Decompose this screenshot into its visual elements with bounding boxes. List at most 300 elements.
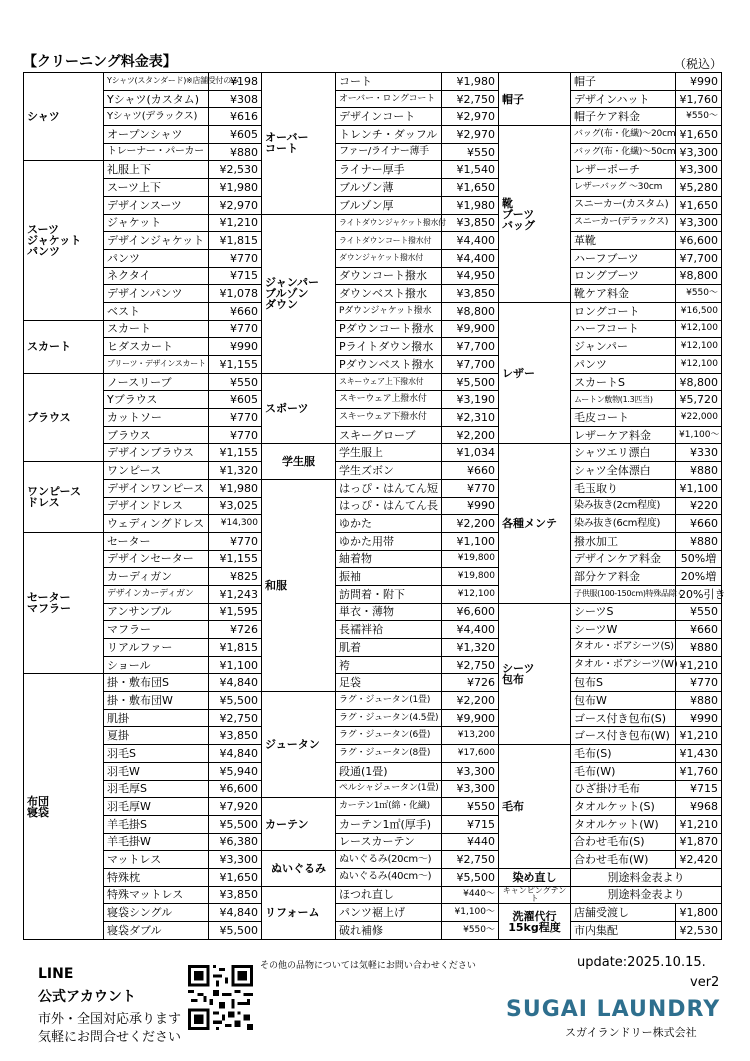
item-name: リアルファー <box>104 639 209 657</box>
item-name: セーター <box>104 532 209 550</box>
item-price: 50%増 <box>676 550 722 568</box>
price-row <box>24 373 262 391</box>
item-price: ¥1,155 <box>209 550 262 568</box>
item-price: ¥1,980 <box>442 73 499 91</box>
item-name: デザインスーツ <box>104 196 209 214</box>
item-price: ¥19,800 <box>442 568 499 586</box>
category-label: 靴 ブーツ バッグ <box>499 126 571 303</box>
item-name: カーテン1㎡(綿・化繊) <box>336 798 442 816</box>
item-price: ¥880 <box>676 692 722 710</box>
item-name: デザインドレス <box>104 497 209 515</box>
item-price: ¥880 <box>676 639 722 657</box>
item-name: ひざ掛け毛布 <box>571 780 676 798</box>
item-price: ¥4,840 <box>209 745 262 763</box>
item-price: ¥1,760 <box>676 762 722 780</box>
item-name: ファー/ライナー薄手 <box>336 143 442 161</box>
item-name: ロングコート <box>571 302 676 320</box>
item-name: レザーポーチ <box>571 161 676 179</box>
item-name: ぬいぐるみ(40cm〜) <box>336 868 442 886</box>
item-name: カーテン1㎡(厚手) <box>336 815 442 833</box>
item-price: ¥4,400 <box>442 621 499 639</box>
item-price: ¥770 <box>442 479 499 497</box>
price-row <box>499 745 722 763</box>
item-price: ¥308 <box>209 90 262 108</box>
item-name: はっぴ・はんてん短 <box>336 479 442 497</box>
item-price: 20%増 <box>676 568 722 586</box>
line-subtitle: 公式アカウント <box>38 989 136 1005</box>
item-name: ラグ・ジュータン(1畳) <box>336 692 442 710</box>
category-label: シーツ 包布 <box>499 603 571 745</box>
item-price: ¥1,650 <box>676 126 722 144</box>
item-name: デザインジャケット <box>104 232 209 250</box>
item-price: ¥770 <box>209 409 262 427</box>
item-name: スニーカー(カスタム) <box>571 196 676 214</box>
item-price: ¥2,530 <box>209 161 262 179</box>
item-price: ¥3,300 <box>442 780 499 798</box>
item-price: ¥220 <box>676 497 722 515</box>
item-price: ¥1,034 <box>442 444 499 462</box>
item-name: コート <box>336 73 442 91</box>
item-price: ¥550〜 <box>676 108 722 126</box>
item-name: オーバー・ロングコート <box>336 90 442 108</box>
price-row <box>499 126 722 144</box>
item-name: 羊毛掛S <box>104 815 209 833</box>
item-name: 店舗受渡し <box>571 904 676 922</box>
item-name: トレンチ・ダッフル <box>336 126 442 144</box>
item-name: 革靴 <box>571 232 676 250</box>
update-date: update:2025.10.15. <box>577 955 706 970</box>
line-title: LINE <box>38 966 74 982</box>
item-price: ¥660 <box>442 462 499 480</box>
item-price: ¥3,850 <box>442 285 499 303</box>
item-price: ¥3,300 <box>442 762 499 780</box>
item-price: ¥2,200 <box>442 426 499 444</box>
category-label: ジャンパー ブルゾン ダウン <box>262 214 336 373</box>
item-name: ライトダウンジャケット撥水付 <box>336 214 442 232</box>
item-name: 合わせ毛布(W) <box>571 851 676 869</box>
item-name: デザインコート <box>336 108 442 126</box>
item-name: オープンシャツ <box>104 126 209 144</box>
item-price: ¥3,850 <box>209 727 262 745</box>
item-price: ¥3,300 <box>676 161 722 179</box>
item-price: ¥7,700 <box>442 356 499 374</box>
category-label: 洗濯代行 15kg程度 <box>499 904 571 939</box>
item-name: 礼服上下 <box>104 161 209 179</box>
item-name: デザインカーディガン <box>104 585 209 603</box>
price-row <box>24 674 262 692</box>
item-price: ¥1,980 <box>209 479 262 497</box>
item-name: シャツ全体漂白 <box>571 462 676 480</box>
item-price: ¥2,420 <box>676 851 722 869</box>
item-price: ¥2,310 <box>442 409 499 427</box>
item-price: ¥9,900 <box>442 709 499 727</box>
item-name: 包布S <box>571 674 676 692</box>
item-price: ¥1,155 <box>209 444 262 462</box>
item-price: ¥5,500 <box>442 868 499 886</box>
item-price: ¥12,100 <box>442 585 499 603</box>
item-price: ¥660 <box>676 621 722 639</box>
item-price: ¥1,815 <box>209 639 262 657</box>
item-price: ¥3,300 <box>676 214 722 232</box>
item-name: 足袋 <box>336 674 442 692</box>
item-name: 羽毛W <box>104 762 209 780</box>
item-name: パンツ裾上げ <box>336 904 442 922</box>
item-price: ¥7,700 <box>676 249 722 267</box>
price-row <box>499 302 722 320</box>
item-name: タオル・ボアシーツ(S) <box>571 639 676 657</box>
qr-code-icon[interactable] <box>188 965 253 1030</box>
item-price: ¥12,100 <box>676 356 722 374</box>
item-price: ¥2,750 <box>442 656 499 674</box>
item-name: ウェディングドレス <box>104 515 209 533</box>
item-price: ¥12,100 <box>676 320 722 338</box>
item-name: ゆかた用帯 <box>336 532 442 550</box>
item-name: 学生ズボン <box>336 462 442 480</box>
category-label: 帽子 <box>499 73 571 126</box>
item-name: アンサンブル <box>104 603 209 621</box>
item-name: ペルシャジュータン(1畳) <box>336 780 442 798</box>
item-name: デザインケア料金 <box>571 550 676 568</box>
item-name: 帽子ケア料金 <box>571 108 676 126</box>
category-label: ぬいぐるみ <box>262 851 336 886</box>
item-price: ¥660 <box>209 302 262 320</box>
item-name: Pライトダウン撥水 <box>336 338 442 356</box>
item-name: 掛・敷布団W <box>104 692 209 710</box>
item-name: ダウンコート撥水 <box>336 267 442 285</box>
item-name: スキーグローブ <box>336 426 442 444</box>
item-name: ダウンジャケット撥水付 <box>336 249 442 267</box>
category-label: レザー <box>499 302 571 444</box>
item-price: ¥550〜 <box>442 922 499 940</box>
item-name: 羽毛S <box>104 745 209 763</box>
item-price: ¥1,210 <box>676 727 722 745</box>
item-name: 部分ケア料金 <box>571 568 676 586</box>
item-name: ブラウス <box>104 426 209 444</box>
item-name: 帽子 <box>571 73 676 91</box>
item-name: 毛布(S) <box>571 745 676 763</box>
item-price: ¥2,530 <box>676 922 722 940</box>
line-contact-note: 気軽にお問合せください <box>38 1030 182 1045</box>
item-name: 長襦袢袷 <box>336 621 442 639</box>
item-name: Yブラウス <box>104 391 209 409</box>
item-price: ¥1,800 <box>676 904 722 922</box>
item-name: ぬいぐるみ(20cm〜) <box>336 851 442 869</box>
item-price: ¥440 <box>442 833 499 851</box>
item-name: ショール <box>104 656 209 674</box>
item-price: ¥1,650 <box>442 179 499 197</box>
page-title: 【クリーニング料金表】 <box>23 54 177 70</box>
item-price: ¥770 <box>676 674 722 692</box>
category-label: 布団 寝袋 <box>24 674 104 939</box>
item-name: プリーツ・デザインスカート <box>104 356 209 374</box>
item-name: マットレス <box>104 851 209 869</box>
item-name: 特殊枕 <box>104 868 209 886</box>
item-name: ライナー厚手 <box>336 161 442 179</box>
item-price: ¥1,320 <box>442 639 499 657</box>
item-name: タオル・ボアシーツ(W) <box>571 656 676 674</box>
item-price: ¥1,100〜 <box>676 426 722 444</box>
item-name: デザインセーター <box>104 550 209 568</box>
price-row <box>262 798 499 816</box>
item-name: ゴース付き包布(W) <box>571 727 676 745</box>
item-name: 羊毛掛W <box>104 833 209 851</box>
item-name: 撥水加工 <box>571 532 676 550</box>
item-price: ¥550 <box>676 603 722 621</box>
item-name: 羽毛厚W <box>104 798 209 816</box>
item-name: Pダウンコート撥水 <box>336 320 442 338</box>
price-row <box>24 161 262 179</box>
item-price: ¥1,650 <box>676 196 722 214</box>
item-name: 寝袋シングル <box>104 904 209 922</box>
line-area-note: 市外・全国対応承ります <box>38 1012 182 1027</box>
item-name: ゆかた <box>336 515 442 533</box>
item-name: Yシャツ(カスタム) <box>104 90 209 108</box>
category-label: オーバー コート <box>262 73 336 215</box>
item-name: 羽毛厚S <box>104 780 209 798</box>
item-price: ¥5,500 <box>442 373 499 391</box>
item-price: ¥1,980 <box>209 179 262 197</box>
item-price: ¥2,750 <box>442 851 499 869</box>
item-price: ¥770 <box>209 320 262 338</box>
item-price: ¥1,760 <box>676 90 722 108</box>
item-name: Pダウンベスト撥水 <box>336 356 442 374</box>
item-name: Yシャツ(スタンダード)※店舗受付のみ <box>104 73 209 91</box>
item-name: ダウンベスト撥水 <box>336 285 442 303</box>
item-price: ¥16,500 <box>676 302 722 320</box>
item-price: ¥616 <box>209 108 262 126</box>
item-price: ¥440〜 <box>442 886 499 904</box>
item-price: ¥7,920 <box>209 798 262 816</box>
item-price: ¥4,400 <box>442 249 499 267</box>
item-name: 訪問着・附下 <box>336 585 442 603</box>
category-label: 毛布 <box>499 745 571 869</box>
item-price: ¥880 <box>676 532 722 550</box>
item-price: ¥3,850 <box>442 214 499 232</box>
price-row <box>262 214 499 232</box>
item-name: ノースリーブ <box>104 373 209 391</box>
item-price: ¥6,600 <box>209 780 262 798</box>
version-label: ver2 <box>690 975 720 990</box>
category-label: ワンピース ドレス <box>24 462 104 533</box>
item-name: スカートS <box>571 373 676 391</box>
item-name: ハーフブーツ <box>571 249 676 267</box>
footnote: その他の品物については気軽にお問い合わせください <box>260 961 476 971</box>
price-row <box>262 692 499 710</box>
category-label: 各種メンテ <box>499 444 571 603</box>
category-label: リフォーム <box>262 886 336 939</box>
item-price: ¥605 <box>209 391 262 409</box>
item-price: ¥1,100 <box>209 656 262 674</box>
item-price: ¥726 <box>442 674 499 692</box>
item-price: ¥13,200 <box>442 727 499 745</box>
item-name: スニーカー(デラックス) <box>571 214 676 232</box>
category-label: カーテン <box>262 798 336 851</box>
item-price: ¥14,300 <box>209 515 262 533</box>
item-name: ブルゾン厚 <box>336 196 442 214</box>
item-price: ¥9,900 <box>442 320 499 338</box>
price-row <box>262 373 499 391</box>
item-price: ¥770 <box>209 426 262 444</box>
item-name: デザインブラウス <box>104 444 209 462</box>
item-price: ¥198 <box>209 73 262 91</box>
item-name: スーツ上下 <box>104 179 209 197</box>
item-name: ベスト <box>104 302 209 320</box>
item-price: ¥22,000 <box>676 409 722 427</box>
item-name: Yシャツ(デラックス) <box>104 108 209 126</box>
price-row <box>24 73 262 91</box>
item-price: ¥990 <box>442 497 499 515</box>
item-price: ¥1,210 <box>676 815 722 833</box>
item-price: ¥1,243 <box>209 585 262 603</box>
item-name: ラグ・ジュータン(6畳) <box>336 727 442 745</box>
item-name: ヒダスカート <box>104 338 209 356</box>
item-name: 靴ケア料金 <box>571 285 676 303</box>
category-label: ジュータン <box>262 692 336 798</box>
item-name: はっぴ・はんてん長 <box>336 497 442 515</box>
item-name: レザーバッグ 〜30cm <box>571 179 676 197</box>
company-name: スガイランドリー株式会社 <box>565 1026 697 1039</box>
item-name: 染み抜き(2cm程度) <box>571 497 676 515</box>
item-name: スキーウェア上下撥水付 <box>336 373 442 391</box>
item-name: パンツ <box>571 356 676 374</box>
item-name: ネクタイ <box>104 267 209 285</box>
item-name: パンツ <box>104 249 209 267</box>
item-name: 振袖 <box>336 568 442 586</box>
price-row <box>24 532 262 550</box>
item-price: ¥1,595 <box>209 603 262 621</box>
category-label: ブラウス <box>24 373 104 461</box>
item-name: シーツW <box>571 621 676 639</box>
item-name: ハーフコート <box>571 320 676 338</box>
category-label: 和服 <box>262 479 336 691</box>
item-price: ¥660 <box>676 515 722 533</box>
price-row <box>24 320 262 338</box>
item-price: ¥968 <box>676 798 722 816</box>
item-price: ¥1,100 <box>442 532 499 550</box>
item-price: ¥17,600 <box>442 745 499 763</box>
item-price: ¥1,980 <box>442 196 499 214</box>
item-price: ¥330 <box>676 444 722 462</box>
price-row <box>499 73 722 91</box>
item-price: ¥1,870 <box>676 833 722 851</box>
item-price: 20%引き <box>676 585 722 603</box>
item-name: デザインパンツ <box>104 285 209 303</box>
item-price: ¥880 <box>676 462 722 480</box>
item-price: ¥4,840 <box>209 904 262 922</box>
item-price: ¥1,078 <box>209 285 262 303</box>
price-row <box>262 444 499 462</box>
item-price: ¥4,840 <box>209 674 262 692</box>
item-price: ¥1,155 <box>209 356 262 374</box>
category-label: セーター マフラー <box>24 532 104 674</box>
item-price: ¥550 <box>442 143 499 161</box>
price-row <box>499 868 722 886</box>
item-price: ¥2,750 <box>209 709 262 727</box>
item-price: ¥6,600 <box>442 603 499 621</box>
item-name: マフラー <box>104 621 209 639</box>
item-price: ¥3,300 <box>209 851 262 869</box>
item-name: ジャンパー <box>571 338 676 356</box>
item-name: 寝袋ダブル <box>104 922 209 940</box>
item-price: ¥2,970 <box>209 196 262 214</box>
item-price: ¥990 <box>676 709 722 727</box>
item-price: ¥8,800 <box>676 267 722 285</box>
category-label: 染め直し <box>499 868 571 886</box>
item-price: ¥5,500 <box>209 815 262 833</box>
item-price: ¥5,940 <box>209 762 262 780</box>
item-price: ¥2,200 <box>442 515 499 533</box>
price-table-2 <box>261 72 499 940</box>
item-name: タオルケット(W) <box>571 815 676 833</box>
item-name: 単衣・薄物 <box>336 603 442 621</box>
item-price: ¥2,970 <box>442 108 499 126</box>
item-price: ¥715 <box>442 815 499 833</box>
item-price: ¥715 <box>676 780 722 798</box>
item-price: ¥7,700 <box>442 338 499 356</box>
item-name: 染み抜き(6cm程度) <box>571 515 676 533</box>
item-name: シーツS <box>571 603 676 621</box>
item-name: ゴース付き包布(S) <box>571 709 676 727</box>
item-name: 夏掛 <box>104 727 209 745</box>
item-price: ¥3,850 <box>209 886 262 904</box>
item-name: スキーウェア上撥水付 <box>336 391 442 409</box>
item-price: ¥6,380 <box>209 833 262 851</box>
price-row <box>499 444 722 462</box>
item-name: 段通(1畳) <box>336 762 442 780</box>
item-price: ¥5,500 <box>209 922 262 940</box>
item-price: ¥1,210 <box>209 214 262 232</box>
item-name: 包布W <box>571 692 676 710</box>
price-row <box>262 886 499 904</box>
item-name: 子供服(100-150cm)特殊品除く <box>571 585 676 603</box>
item-price: ¥4,950 <box>442 267 499 285</box>
category-label: スカート <box>24 320 104 373</box>
item-price: ¥550 <box>209 373 262 391</box>
item-price: ¥550 <box>442 798 499 816</box>
item-price: ¥1,430 <box>676 745 722 763</box>
item-price: ¥5,720 <box>676 391 722 409</box>
item-price: ¥990 <box>676 73 722 91</box>
item-name: 肌掛 <box>104 709 209 727</box>
item-name: ラグ・ジュータン(8畳) <box>336 745 442 763</box>
item-name: 特殊マットレス <box>104 886 209 904</box>
item-price: ¥990 <box>209 338 262 356</box>
item-name: 袴 <box>336 656 442 674</box>
item-price: ¥1,540 <box>442 161 499 179</box>
brand-logo: SUGAI LAUNDRY <box>506 997 721 1022</box>
category-label: スーツ ジャケット パンツ <box>24 161 104 320</box>
item-name: レースカーテン <box>336 833 442 851</box>
item-price: ¥770 <box>209 249 262 267</box>
item-price: ¥6,600 <box>676 232 722 250</box>
category-label: シャツ <box>24 73 104 161</box>
item-name: ブルゾン薄 <box>336 179 442 197</box>
category-label: 学生服 <box>262 444 336 479</box>
item-name: 肌着 <box>336 639 442 657</box>
price-table-1 <box>23 72 262 940</box>
item-name: 学生服上 <box>336 444 442 462</box>
item-name: カットソー <box>104 409 209 427</box>
item-name: ライトダウンコート撥水付 <box>336 232 442 250</box>
item-name: スキーウェア下撥水付 <box>336 409 442 427</box>
price-row <box>24 462 262 480</box>
item-price: ¥2,200 <box>442 692 499 710</box>
item-price: ¥1,100〜 <box>442 904 499 922</box>
item-price: ¥5,280 <box>676 179 722 197</box>
price-row <box>262 851 499 869</box>
item-price: ¥605 <box>209 126 262 144</box>
item-price: ¥3,300 <box>676 143 722 161</box>
